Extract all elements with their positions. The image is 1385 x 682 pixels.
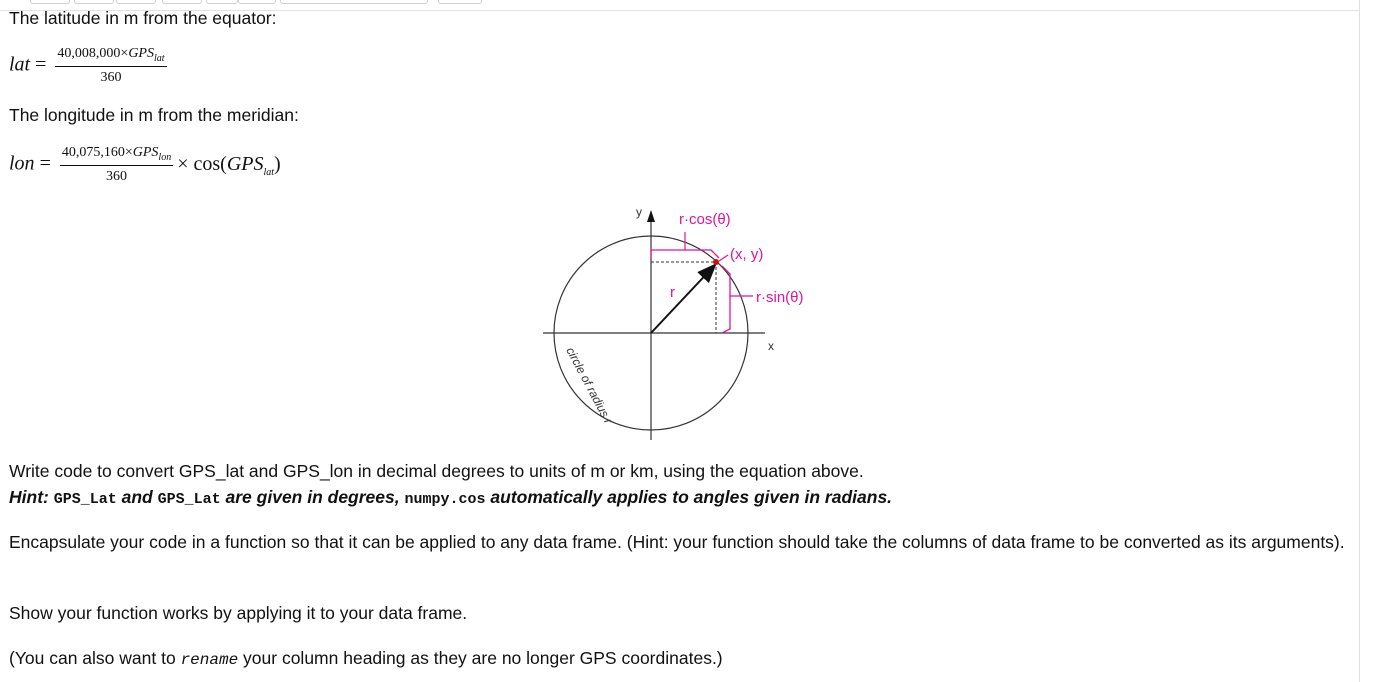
radius-vector xyxy=(651,266,714,333)
y-axis-arrowhead xyxy=(647,210,655,222)
longitude-heading: The longitude in m from the meridian: xyxy=(9,105,299,125)
code-numpy-cos: numpy.cos xyxy=(404,491,486,508)
circle-caption: circle of radius r xyxy=(563,344,616,427)
rsin-label: r·sin(θ) xyxy=(756,289,804,306)
code-gps-lat-1: GPS_Lat xyxy=(53,491,117,508)
instruction-paragraph: Write code to convert GPS_lat and GPS_lon in decimal degrees to units of m or km, using the equation above. xyxy=(9,461,864,481)
r-label: r xyxy=(670,284,675,301)
hint-line: Hint: GPS_Lat and GPS_Lat are given in degrees, numpy.cos automatically applies to angles given in radians. xyxy=(9,487,893,508)
point-label: (x, y) xyxy=(730,246,764,263)
y-axis-label: y xyxy=(636,205,642,219)
point-leader xyxy=(719,255,728,261)
rcos-bracket xyxy=(651,250,719,258)
encapsulate-paragraph: Encapsulate your code in a function so that it can be applied to any data frame. (Hint: your function should take the columns of data frame to be converted as its arguments). xyxy=(9,532,1345,552)
latitude-equation: lat = $\frac{40,008,000\times GPS_{lat}}{360}$ xyxy=(9,46,165,85)
scrollbar[interactable] xyxy=(1359,0,1385,682)
code-gps-lat-2: GPS_Lat xyxy=(157,491,221,508)
x-axis-label: x xyxy=(768,339,774,353)
rcos-label: r·cos(θ) xyxy=(679,211,731,228)
rename-paragraph: (You can also want to rename your column heading as they are no longer GPS coordinates.) xyxy=(9,648,723,669)
latitude-heading: The latitude in m from the equator: xyxy=(9,8,277,28)
point-xy xyxy=(713,259,719,265)
longitude-equation: lon = $\frac{40,075,160\times GPS_{lon}}{360}$ × $\cos(GPS_{lat})$ xyxy=(9,145,281,184)
apply-paragraph: Show your function works by applying it to your data frame. xyxy=(9,603,468,623)
